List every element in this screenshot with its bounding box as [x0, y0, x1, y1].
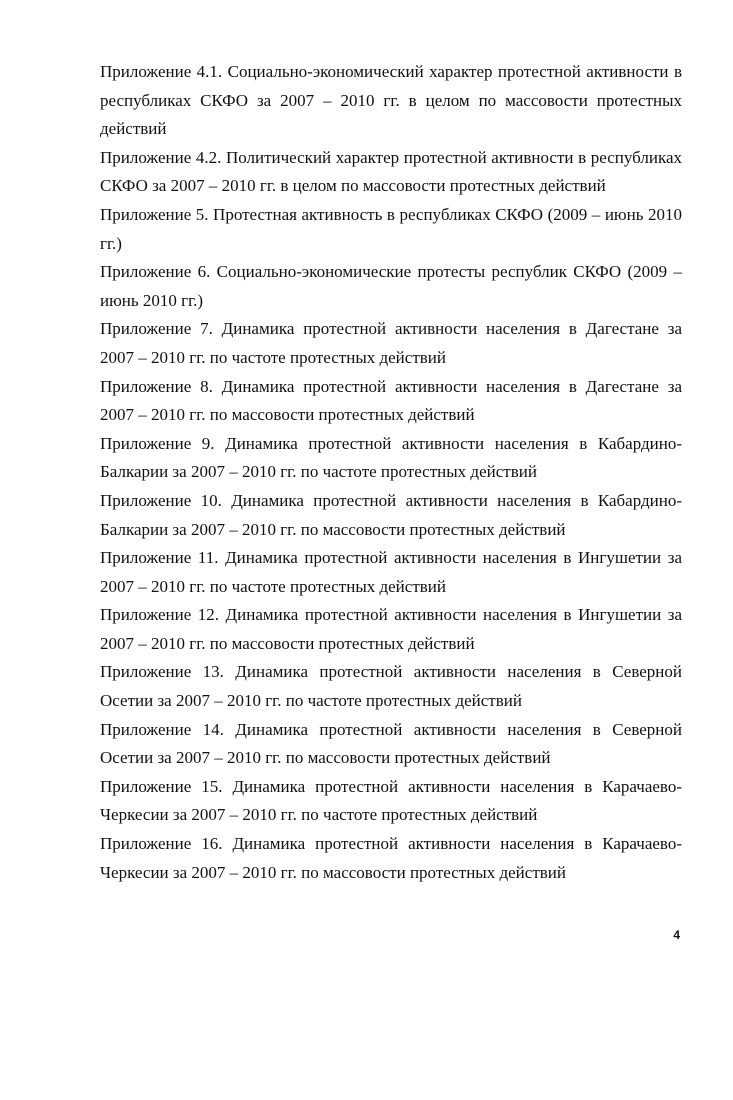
appendix-entry-15: Приложение 15. Динамика протестной активности населения в Карачаево-Черкесии за 2007 – 2010 гг. по частоте протестных действий [100, 776, 682, 825]
appendix-entry-4-2: Приложение 4.2. Политический характер протестной активности в республиках СКФО за 2007 – 2010 гг. в целом по массовости протестных действий [100, 147, 682, 196]
appendix-entry-4-1: Приложение 4.1. Социально-экономический характер протестной активности в республиках СКФО за 2007 – 2010 гг. в целом по массовости протестных действий [100, 62, 682, 139]
appendix-entry-12: Приложение 12. Динамика протестной активности населения в Ингушетии за 2007 – 2010 гг. по массовости протестных действий [100, 605, 682, 653]
appendix-entry-5: Приложение 5. Протестная активность в республиках СКФО (2009 – июнь 2010 гг.) [100, 204, 682, 253]
appendix-list [100, 58, 682, 887]
page-number: 4 [673, 928, 680, 942]
appendix-entry-10: Приложение 10. Динамика протестной активности населения в Кабардино-Балкарии за 2007 – 2010 гг. по массовости протестных действий [100, 490, 682, 539]
appendix-entry-13: Приложение 13. Динамика протестной активности населения в Северной Осетии за 2007 – 2010 гг. по частоте протестных действий [100, 662, 682, 711]
appendix-entry-9: Приложение 9. Динамика протестной активности населения в Кабардино-Балкарии за 2007 – 2010 гг. по частоте протестных действий [100, 433, 682, 482]
appendix-entry-6: Приложение 6. Социально-экономические протесты республик СКФО (2009 – июнь 2010 гг.) [100, 262, 682, 310]
appendix-entry-14: Приложение 14. Динамика протестной активности населения в Северной Осетии за 2007 – 2010 гг. по массовости протестных действий [100, 719, 682, 768]
appendix-entry-8: Приложение 8. Динамика протестной активности населения в Дагестане за 2007 – 2010 гг. по массовости протестных действий [100, 376, 682, 425]
appendix-entry-7: Приложение 7. Динамика протестной активности населения в Дагестане за 2007 – 2010 гг. по частоте протестных действий [100, 319, 682, 367]
appendix-entry-11: Приложение 11. Динамика протестной активности населения в Ингушетии за 2007 – 2010 гг. по частоте протестных действий [100, 548, 682, 596]
appendix-entry-16: Приложение 16. Динамика протестной активности населения в Карачаево-Черкесии за 2007 – 2010 гг. по массовости протестных действий [100, 834, 682, 882]
